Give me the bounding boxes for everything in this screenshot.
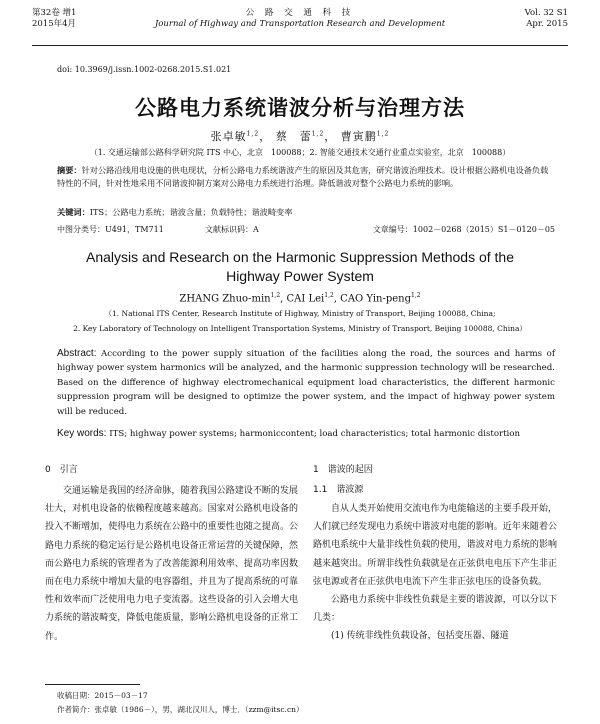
section-heading-causes: 1 谐波的起因 [313, 465, 373, 475]
keywords-cn-text: ITS；公路电力系统；谐波含量；负载特性；谐波畸变率 [89, 207, 293, 217]
author-name: ZHANG Zhuo-min [179, 293, 271, 305]
abstract-en-label: Abstract: [57, 348, 97, 359]
document-code: 文献标识码：A [205, 225, 259, 234]
author-name: 蔡 蕾 [275, 130, 312, 143]
abstract-cn-label: 摘要： [57, 165, 82, 175]
received-date: 收稿日期：2015－03－17 [57, 691, 148, 700]
issue-info-en [525, 8, 568, 30]
authors-en: ZHANG Zhuo-$\min^{1,2}$, CAI Lei$^{1,2}$, CAO Yin-peng$^{1,2}$ [179, 292, 421, 305]
keywords-en [57, 428, 555, 439]
keywords-cn-label: 关键词： [57, 207, 90, 217]
author-name: CAI Lei [286, 293, 325, 305]
section-heading-introduction: 0 引言 [45, 465, 78, 475]
left-column-text [45, 482, 298, 646]
issue-date: 2015年4月 [32, 19, 77, 29]
abstract-en-text: According to the power supply situation of the facilities along the road, the sources and harms of highway power system harmonics will be analyzed, and the harmonic suppression technology will be researched. Based on the difference of highway electromechanical equipment load characteristics, the different harmonic suppression program will be designed to optimize the power system, and the impact of highway power system will be reduced. [57, 349, 555, 417]
affiliation-en-1: （1. National ITS Center, Research Institute of Highway, Ministry of Transport, Beijing 100088, China; [104, 309, 496, 318]
list-item: (1) 传统非线性负载设备，包括变压器、隧道 [331, 631, 509, 642]
author-affiliation-mark: 1,2 [246, 130, 260, 138]
title-cn: 公路电力系统谐波分析与治理方法 [135, 96, 465, 120]
author-affiliation-mark: 1,2 [324, 292, 334, 299]
issue-date-en: Apr. 2015 [526, 19, 568, 29]
journal-name-cn: 公 路 交 通 科 技 [245, 8, 355, 18]
abstract-en [57, 347, 555, 419]
article-number: 文章编号：1002－0268（2015）S1－0120－05 [372, 225, 555, 234]
running-header [32, 8, 568, 42]
abstract-cn-text: 针对公路沿线用电设施的供电现状，分析公路电力系统谐波产生的原因及其危害，研究谐波治理技术。设计根据公路机电设备负载特性的不同，针对性地采用不同谐波抑制方案对公路电力系统进行治理。降低谐波对整个公路电力系统的影响。 [57, 165, 549, 188]
author-affiliation-mark: 1,2 [411, 292, 421, 299]
clc-number: 中图分类号：U491，TM711 [57, 225, 164, 234]
paragraph: 自从人类开始使用交流电作为电能输送的主要手段开始，人们就已经发现电力系统中谐波对电能的影响。近年来随着公路机电系统中大量非线性负载的使用，谐波对电力系统的影响越来越突出。所谓非线性负载就是在正弦供电电压下产生非正弦电源或者在正弦供电电流下产生非正弦电压的设备负载。 [313, 504, 557, 587]
right-column-text [313, 500, 557, 646]
authors-cn: 张卓敏$^{1,2}$， 蔡 蕾$^{1,2}$， 曹寅鹏$^{1,2}$ [210, 130, 390, 143]
author-affiliation-mark: 1,2 [311, 130, 325, 138]
author-name: 张卓敏 [210, 130, 247, 143]
title-en: Analysis and Research on the Harmonic Suppression Methods of the Highway Power System [85, 249, 514, 284]
affiliation-cn: （1. 交通运输部公路科学研究院 ITS 中心，北京 100088；2. 智能交通技术交通行业重点实验室，北京 100088） [89, 148, 511, 157]
abstract-cn [57, 164, 555, 190]
keywords-cn [57, 207, 555, 218]
author-name: CAO Yin-peng [340, 293, 412, 305]
paragraph: 交通运输是我国的经济命脉，随着我国公路建设不断的发展壮大，对机电设备的依赖程度越来越高。国家对公路机电设备的投入不断增加，使得电力系统在公路中的重要性也随之提高。公路电力系统的稳定运行是公路机电设备正常运营的关键保障，然而公路电力系统的管理者为了改善能源利用效率、提高功率因数而在电力系统中增加大量的电容器组，并且为了提高系统的可靠性和效率而广泛使用电力电子变流器。这些设备的引入会增大电力系统的谐波畸变，降低电能质量，影响公路机电设备的正常工作。 [45, 486, 298, 642]
affiliation-en-2: 2. Key Laboratory of Technology on Intelligent Transportation Systems, Ministry of Transport, Beijing 100088, China） [73, 324, 527, 333]
volume-issue-en: Vol. 32 S1 [524, 8, 568, 18]
author-bio: 作者简介：张卓敏（1986－），男，湖北汉川人，博士．（zzm@itsc.cn） [57, 705, 304, 714]
journal-name-en: Journal of Highway and Transportation Research and Development [154, 19, 446, 29]
footnote-rule [45, 684, 140, 685]
author-affiliation-mark: 1,2 [270, 292, 281, 299]
author-affiliation-mark: 1,2 [376, 130, 390, 138]
subsection-heading-harmonic-source: 1.1 谐波源 [313, 485, 364, 495]
header-rule [32, 45, 568, 46]
paragraph: 公路电力系统中非线性负载是主要的谐波源，可以分以下几类： [313, 595, 557, 624]
journal-name [32, 8, 568, 30]
author-name: 曹寅鹏 [340, 130, 377, 143]
doi: doi: 10.3969/j.issn.1002-0268.2015.S1.021 [57, 65, 232, 74]
volume-issue: 第32卷 增1 [32, 8, 77, 18]
classification-row [57, 224, 555, 236]
keywords-en-label: Key words: [57, 428, 107, 439]
keywords-en-text: ITS; highway power systems; harmoniccontent; load characteristics; total harmonic distortion [109, 429, 521, 439]
